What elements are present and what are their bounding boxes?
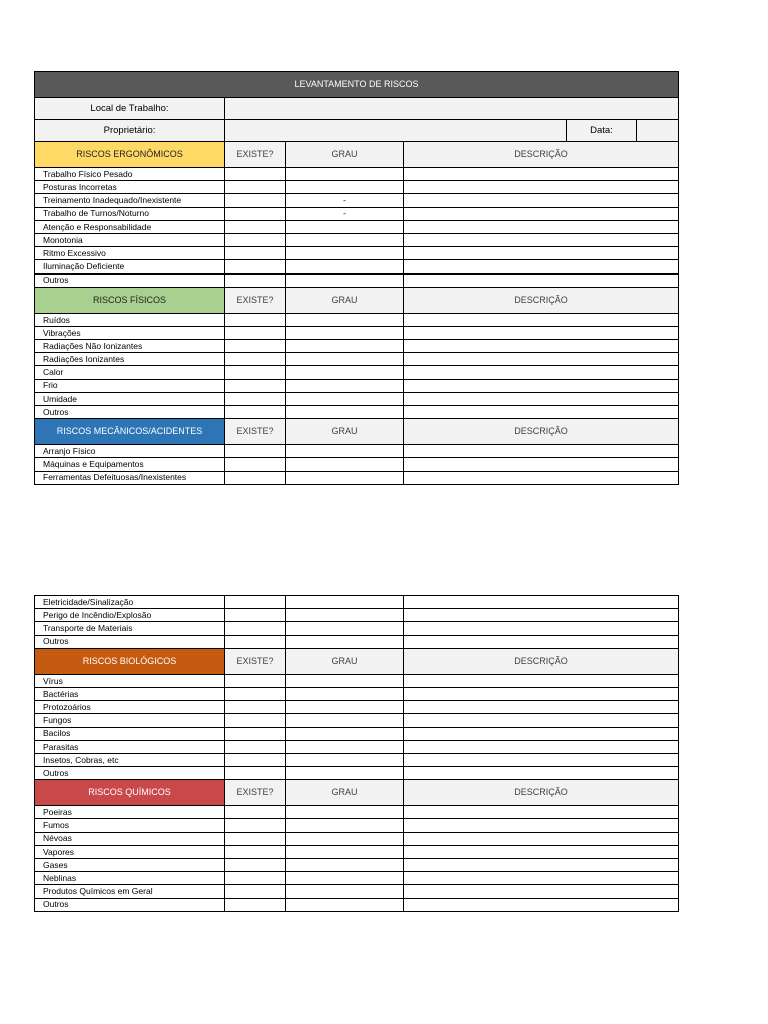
col-grau: GRAU [286,287,404,313]
grau-cell[interactable] [286,445,404,458]
risk-item-label: Arranjo Físico [35,445,225,458]
descricao-cell[interactable] [404,168,679,181]
risk-item-label: Perigo de Incêndio/Explosão [35,609,225,622]
descricao-cell[interactable] [404,714,679,727]
descricao-cell[interactable] [404,458,679,471]
descricao-cell[interactable] [404,353,679,366]
existe-cell[interactable] [225,635,286,648]
table-row [35,753,679,766]
descricao-cell[interactable] [404,274,679,288]
grau-cell[interactable] [286,898,404,911]
risk-item-label: Transporte de Materiais [35,622,225,635]
table-row [35,687,679,700]
descricao-cell[interactable] [404,727,679,740]
descricao-cell[interactable] [404,247,679,260]
risk-item-label: Eletricidade/Sinalização [35,596,225,609]
descricao-cell[interactable] [404,885,679,898]
risk-item-label: Calor [35,366,225,379]
descricao-cell[interactable] [404,379,679,392]
section-biologicos-label: RISCOS BIOLÓGICOS [35,648,225,674]
grau-cell[interactable]: - [286,207,404,220]
descricao-cell[interactable] [404,366,679,379]
risk-item-label: Outros [35,898,225,911]
existe-cell[interactable] [225,247,286,260]
table-row [35,859,679,872]
existe-cell[interactable] [225,753,286,766]
mecanicos-items [35,445,679,485]
table-row [35,458,679,471]
descricao-cell[interactable] [404,872,679,885]
table-row [35,872,679,885]
grau-cell[interactable] [286,260,404,274]
descricao-cell[interactable] [404,233,679,246]
existe-cell[interactable] [225,471,286,484]
descricao-cell[interactable] [404,313,679,326]
col-grau: GRAU [286,780,404,806]
descricao-cell[interactable] [404,194,679,207]
risk-item-label: Outros [35,274,225,288]
descricao-cell[interactable] [404,181,679,194]
grau-cell[interactable] [286,832,404,845]
grau-cell[interactable] [286,326,404,339]
table-row [35,635,679,648]
col-grau: GRAU [286,648,404,674]
section-mecanicos-label: RISCOS MECÂNICOS/ACIDENTES [35,419,225,445]
existe-cell[interactable] [225,406,286,419]
risk-item-label: Treinamento Inadequado/Inexistente [35,194,225,207]
existe-cell[interactable] [225,767,286,780]
descricao-cell[interactable] [404,819,679,832]
fisicos-items [35,313,679,419]
table-row [35,701,679,714]
risk-item-label: Radiações Não Ionizantes [35,340,225,353]
descricao-cell[interactable] [404,471,679,484]
data-field[interactable] [637,120,678,141]
table-row [35,845,679,858]
existe-cell[interactable] [225,274,286,288]
col-existe: EXISTE? [225,142,286,168]
table-row [35,609,679,622]
grau-cell[interactable] [286,233,404,246]
existe-cell[interactable] [225,819,286,832]
risk-item-label: Frio [35,379,225,392]
table-row [35,727,679,740]
data-label: Data: [567,120,637,141]
risk-item-label: Produtos Químicos em Geral [35,885,225,898]
grau-cell[interactable] [286,740,404,753]
existe-cell[interactable] [225,207,286,220]
descricao-cell[interactable] [404,340,679,353]
existe-cell[interactable] [225,898,286,911]
col-existe: EXISTE? [225,287,286,313]
existe-cell[interactable] [225,740,286,753]
grau-cell[interactable] [286,872,404,885]
grau-cell[interactable] [286,845,404,858]
existe-cell[interactable] [225,260,286,274]
grau-cell[interactable] [286,819,404,832]
existe-cell[interactable] [225,596,286,609]
descricao-cell[interactable] [404,406,679,419]
section-mecanicos-header [35,419,679,445]
local-row [35,98,679,120]
section-fisicos-label: RISCOS FÍSICOS [35,287,225,313]
risk-item-label: Fumos [35,819,225,832]
col-descricao: DESCRIÇÃO [404,648,679,674]
existe-cell[interactable] [225,872,286,885]
risk-item-label: Trabalho de Turnos/Noturno [35,207,225,220]
grau-cell[interactable] [286,885,404,898]
table-row [35,181,679,194]
risk-item-label: Fungos [35,714,225,727]
existe-cell[interactable] [225,366,286,379]
grau-cell[interactable] [286,406,404,419]
proprietario-row [35,120,679,142]
table-row [35,406,679,419]
existe-cell[interactable] [225,609,286,622]
existe-cell[interactable] [225,674,286,687]
grau-cell[interactable] [286,220,404,233]
table-row [35,392,679,405]
grau-cell[interactable] [286,806,404,819]
existe-cell[interactable] [225,168,286,181]
risk-item-label: Monotonia [35,233,225,246]
descricao-cell[interactable] [404,753,679,766]
existe-cell[interactable] [225,379,286,392]
col-grau: GRAU [286,142,404,168]
descricao-cell[interactable] [404,445,679,458]
existe-cell[interactable] [225,313,286,326]
descricao-cell[interactable] [404,701,679,714]
risk-item-label: Radiações Ionizantes [35,353,225,366]
descricao-cell[interactable] [404,260,679,274]
grau-cell[interactable] [286,753,404,766]
table-row [35,353,679,366]
risk-table-page-1 [34,71,679,485]
section-fisicos-header [35,287,679,313]
descricao-cell[interactable] [404,767,679,780]
section-quimicos-label: RISCOS QUÍMICOS [35,780,225,806]
existe-cell[interactable] [225,622,286,635]
grau-cell[interactable] [286,471,404,484]
descricao-cell[interactable] [404,622,679,635]
existe-cell[interactable] [225,885,286,898]
table-row [35,674,679,687]
table-row [35,622,679,635]
grau-cell[interactable] [286,181,404,194]
mecanicos-items-cont [35,596,679,649]
biologicos-items [35,674,679,780]
existe-cell[interactable] [225,445,286,458]
risk-item-label: Protozoários [35,701,225,714]
risk-table-page-2 [34,595,679,912]
grau-cell[interactable] [286,635,404,648]
risk-item-label: Ferramentas Defeituosas/Inexistentes [35,471,225,484]
risk-item-label: Umidade [35,392,225,405]
risk-item-label: Outros [35,635,225,648]
descricao-cell[interactable] [404,609,679,622]
col-existe: EXISTE? [225,648,286,674]
table-row [35,819,679,832]
existe-cell[interactable] [225,806,286,819]
risk-item-label: Outros [35,767,225,780]
risk-item-label: Bactérias [35,687,225,700]
grau-cell[interactable] [286,609,404,622]
risk-item-label: Iluminação Deficiente [35,260,225,274]
descricao-cell[interactable] [404,220,679,233]
risk-item-label: Atenção e Responsabilidade [35,220,225,233]
grau-cell[interactable] [286,701,404,714]
existe-cell[interactable] [225,458,286,471]
descricao-cell[interactable] [404,392,679,405]
risk-item-label: Bacilos [35,727,225,740]
table-row [35,366,679,379]
risk-item-label: Vapores [35,845,225,858]
descricao-cell[interactable] [404,859,679,872]
table-row [35,806,679,819]
table-row [35,168,679,181]
existe-cell[interactable] [225,194,286,207]
risk-item-label: Vibrações [35,326,225,339]
grau-cell[interactable] [286,767,404,780]
existe-cell[interactable] [225,392,286,405]
risk-item-label: Poeiras [35,806,225,819]
existe-cell[interactable] [225,233,286,246]
grau-cell[interactable] [286,714,404,727]
existe-cell[interactable] [225,181,286,194]
descricao-cell[interactable] [404,596,679,609]
grau-cell[interactable] [286,392,404,405]
descricao-cell[interactable] [404,832,679,845]
risk-item-label: Vírus [35,674,225,687]
col-existe: EXISTE? [225,419,286,445]
risk-item-label: Posturas Incorretas [35,181,225,194]
table-row [35,220,679,233]
table-row [35,194,679,207]
existe-cell[interactable] [225,845,286,858]
table-row [35,596,679,609]
col-descricao: DESCRIÇÃO [404,142,679,168]
table-row [35,313,679,326]
section-biologicos-header [35,648,679,674]
col-descricao: DESCRIÇÃO [404,780,679,806]
table-row [35,767,679,780]
local-label: Local de Trabalho: [35,98,225,120]
title-row [35,72,679,98]
descricao-cell[interactable] [404,635,679,648]
grau-cell[interactable] [286,379,404,392]
existe-cell[interactable] [225,832,286,845]
grau-cell[interactable] [286,458,404,471]
existe-cell[interactable] [225,340,286,353]
col-existe: EXISTE? [225,780,286,806]
existe-cell[interactable] [225,714,286,727]
table-row [35,247,679,260]
form-page-1 [34,71,678,485]
grau-cell[interactable] [286,622,404,635]
grau-cell[interactable] [286,247,404,260]
risk-item-label: Insetos, Cobras, etc [35,753,225,766]
grau-cell[interactable] [286,727,404,740]
table-row [35,379,679,392]
grau-cell[interactable] [286,366,404,379]
existe-cell[interactable] [225,727,286,740]
grau-cell[interactable] [286,313,404,326]
existe-cell[interactable] [225,701,286,714]
table-row [35,233,679,246]
risk-item-label: Névoas [35,832,225,845]
grau-cell[interactable] [286,859,404,872]
risk-item-label: Ruídos [35,313,225,326]
table-row [35,471,679,484]
descricao-cell[interactable] [404,845,679,858]
table-row [35,340,679,353]
existe-cell[interactable] [225,353,286,366]
table-row [35,898,679,911]
grau-cell[interactable] [286,687,404,700]
quimicos-items [35,806,679,912]
risk-item-label: Trabalho Físico Pesado [35,168,225,181]
form-title: LEVANTAMENTO DE RISCOS [35,72,679,98]
table-row [35,326,679,339]
descricao-cell[interactable] [404,687,679,700]
grau-cell[interactable] [286,274,404,288]
existe-cell[interactable] [225,859,286,872]
descricao-cell[interactable] [404,898,679,911]
form-page-2 [34,595,678,912]
table-row [35,885,679,898]
grau-cell[interactable] [286,340,404,353]
table-row [35,740,679,753]
descricao-cell[interactable] [404,740,679,753]
col-descricao: DESCRIÇÃO [404,287,679,313]
risk-item-label: Parasitas [35,740,225,753]
col-grau: GRAU [286,419,404,445]
section-ergonomicos-header [35,142,679,168]
descricao-cell[interactable] [404,326,679,339]
table-row [35,260,679,274]
proprietario-field[interactable] [225,120,567,141]
grau-cell[interactable] [286,168,404,181]
grau-cell[interactable] [286,353,404,366]
local-field[interactable] [225,98,679,120]
grau-cell[interactable] [286,596,404,609]
risk-item-label: Outros [35,406,225,419]
table-row [35,207,679,220]
grau-cell[interactable]: - [286,194,404,207]
section-quimicos-header [35,780,679,806]
existe-cell[interactable] [225,326,286,339]
table-row [35,274,679,288]
grau-cell[interactable] [286,674,404,687]
ergonomicos-items [35,168,679,288]
risk-item-label: Ritmo Excessivo [35,247,225,260]
section-ergonomicos-label: RISCOS ERGONÔMICOS [35,142,225,168]
risk-item-label: Máquinas e Equipamentos [35,458,225,471]
table-row [35,832,679,845]
risk-item-label: Gases [35,859,225,872]
descricao-cell[interactable] [404,207,679,220]
risk-item-label: Neblinas [35,872,225,885]
proprietario-label: Proprietário: [35,120,225,142]
existe-cell[interactable] [225,687,286,700]
existe-cell[interactable] [225,220,286,233]
table-row [35,445,679,458]
col-descricao: DESCRIÇÃO [404,419,679,445]
descricao-cell[interactable] [404,674,679,687]
table-row [35,714,679,727]
descricao-cell[interactable] [404,806,679,819]
